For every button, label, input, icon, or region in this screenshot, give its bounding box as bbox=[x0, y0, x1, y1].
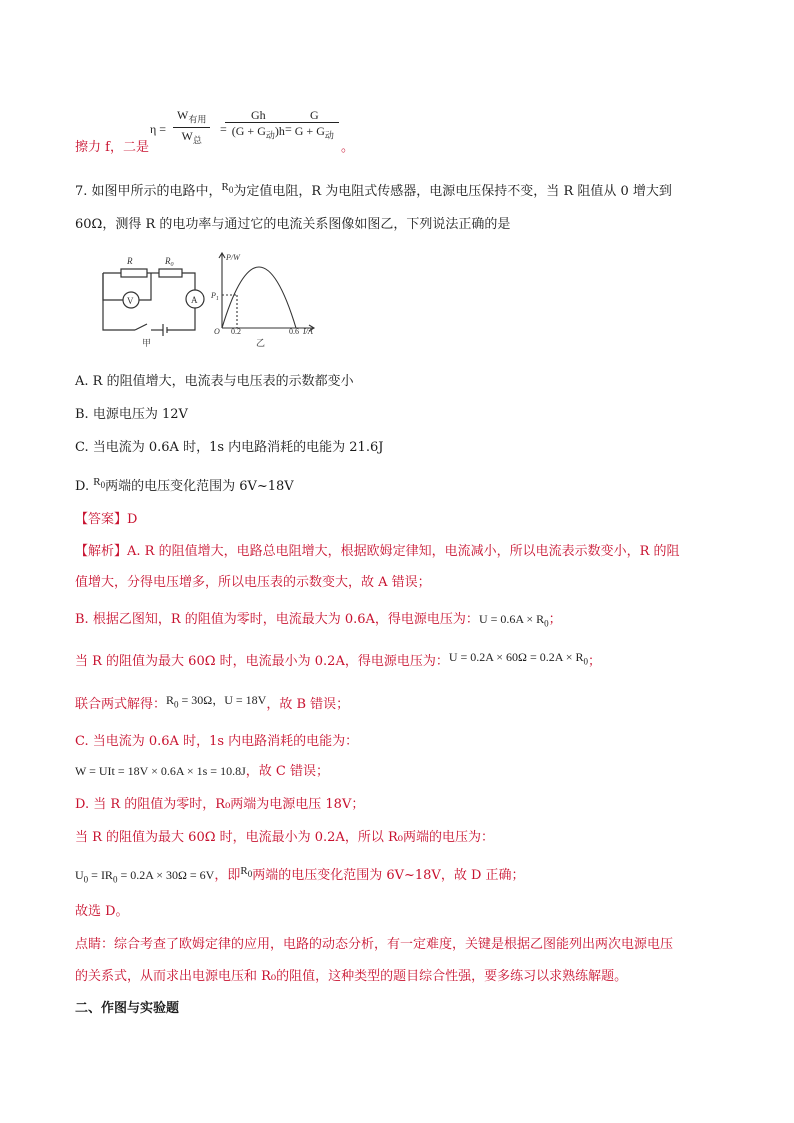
analysis-line-1: 【解析】A. R 的阻值增大，电路总电阻增大，根据欧姆定律知，电流减小，所以电流表示数变小，R 的阻 bbox=[75, 544, 680, 559]
voltmeter-symbol: V bbox=[127, 296, 134, 306]
analysis-line-8: D. 当 R 的阻值为零时，R₀两端为电源电压 18V； bbox=[75, 797, 365, 812]
axis-label-I: I/A bbox=[303, 327, 313, 336]
graph-caption-yi: 乙 bbox=[256, 338, 266, 348]
section-title: 二、作图与实验题 bbox=[75, 1001, 180, 1016]
formula-lead-text: 擦力 f，二是 bbox=[75, 140, 149, 155]
analysis-line-3: B. 根据乙图知，R 的阻值为零时，电流最大为 0.6A，得电源电压为：$U = 0.6A \times R_0$； bbox=[75, 612, 562, 629]
fraction-g: $\frac{G}{G + G_动}$ bbox=[288, 108, 341, 142]
analysis-line-10: $U_0 = IR_0 = 0.2A \times 30\Omega = 6V$，即$^{R_0}$两端的电压变化范围为 6V~18V，故 D 正确； bbox=[75, 865, 525, 885]
analysis-line-2: 值增大，分得电压增多，所以电压表的示数变大，故 A 错误； bbox=[75, 575, 431, 590]
tick-label-0-6: 0.6 bbox=[289, 327, 299, 336]
question-7-line-2: 60Ω，测得 R 的电功率与通过它的电流关系图像如图乙，下列说法正确的是 bbox=[75, 217, 511, 232]
analysis-line-9: 当 R 的阻值为最大 60Ω 时，电流最小为 0.2A，所以 R₀两端的电压为： bbox=[75, 830, 494, 845]
circuit-label-R: R bbox=[127, 256, 133, 266]
tick-label-P1: $P_1$ bbox=[211, 291, 219, 302]
option-c: C. 当电流为 0.6A 时，1s 内电路消耗的电能为 21.6J bbox=[75, 440, 384, 455]
analysis-line-6: C. 当电流为 0.6A 时，1s 内电路消耗的电能为： bbox=[75, 734, 359, 749]
question-7-figure bbox=[95, 248, 335, 348]
option-a: A. R 的阻值增大，电流表与电压表的示数都变小 bbox=[75, 374, 354, 389]
tips-line-1: 点睛：综合考查了欧姆定律的应用，电路的动态分析，有一定难度，关键是根据乙图能列出两次电源电压 bbox=[75, 937, 674, 952]
ammeter-symbol: A bbox=[191, 295, 198, 305]
axis-label-P: P/W bbox=[226, 253, 240, 262]
circuit-label-R0: $R_0$ bbox=[165, 256, 174, 268]
tips-line-2: 的关系式，从而求出电源电压和 R₀的阻值，这种类型的题目综合性强，要多练习以求熟练解题。 bbox=[75, 969, 628, 984]
circuit-diagram bbox=[103, 269, 204, 336]
eta-symbol: η = bbox=[150, 122, 167, 136]
question-7-line-1: 7. 如图甲所示的电路中，$^{R_0}$为定值电阻，R 为电阻式传感器，电源电压保持不变，当 R 阻值从 0 增大到 bbox=[75, 181, 672, 199]
analysis-line-5: 联合两式解得：$R_0 = 30\Omega$，U = 18V，故 B 错误； bbox=[75, 693, 350, 712]
fraction-gh: $\frac{Gh}{(G + G_动)h}$ bbox=[223, 108, 294, 142]
circuit-caption-jia: 甲 bbox=[142, 338, 152, 348]
analysis-line-4: 当 R 的阻值为最大 60Ω 时，电流最小为 0.2A，得电源电压为：$U = 0.2A \times 60\Omega = 0.2A \times R_0$； bbox=[75, 650, 602, 669]
option-b: B. 电源电压为 12V bbox=[75, 407, 188, 422]
fraction-useful-over-total: $\frac{W_{有用}}{W_总}$ bbox=[171, 108, 212, 148]
option-d: D. $^{R_0}$两端的电压变化范围为 6V~18V bbox=[75, 476, 294, 494]
answer-line: 【答案】D bbox=[75, 512, 138, 527]
analysis-line-11: 故选 D。 bbox=[75, 904, 129, 919]
equals-sign-1: = bbox=[220, 122, 227, 136]
power-current-graph bbox=[219, 253, 314, 331]
analysis-line-7: W = UIt = 18V × 0.6A × 1s = 10.8J，故 C 错误； bbox=[75, 764, 329, 779]
equals-sign-2: = bbox=[285, 122, 292, 136]
origin-label: O bbox=[214, 327, 220, 336]
tick-label-0-2: 0.2 bbox=[231, 327, 241, 336]
formula-end-period: 。 bbox=[341, 140, 355, 155]
